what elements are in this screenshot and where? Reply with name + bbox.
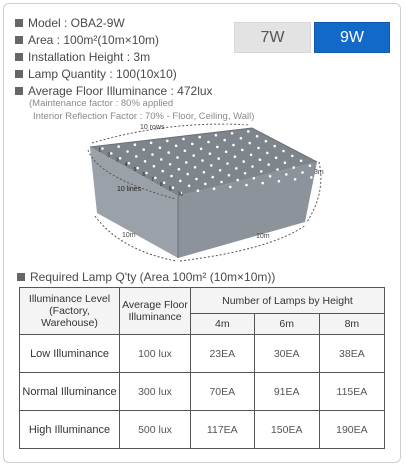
- row-value-8m: 190EA: [319, 411, 384, 449]
- lamp-dot: [273, 145, 276, 148]
- lamp-dot: [300, 160, 303, 163]
- row-lux: 100 lux: [120, 335, 191, 373]
- table-row: [20, 335, 385, 373]
- lamp-dot: [292, 166, 295, 169]
- lamp-dot: [236, 179, 239, 182]
- lamp-dot: [275, 157, 278, 160]
- row-lux: 300 lux: [120, 373, 191, 411]
- row-number: 7: [193, 127, 197, 134]
- lamp-dot: [265, 140, 268, 143]
- line-number: 5: [133, 167, 137, 174]
- lamp-dot: [309, 164, 312, 167]
- depth-label: 10m: [122, 232, 136, 239]
- lamp-dot: [210, 164, 213, 167]
- lamp-dot: [203, 171, 206, 174]
- lamp-dot: [128, 162, 131, 165]
- lamp-dot: [110, 152, 113, 155]
- lamp-dot: [136, 167, 139, 170]
- lamp-dot: [159, 146, 162, 149]
- line-number: 7: [151, 176, 154, 183]
- lamp-dot: [219, 169, 222, 172]
- lamp-quantity-table: [19, 287, 385, 449]
- row-lux: 500 lux: [120, 411, 191, 449]
- row-number: 10: [241, 121, 248, 128]
- lamp-dot: [266, 152, 269, 155]
- lamp-dot: [229, 186, 232, 189]
- table-row: [20, 373, 385, 411]
- lamp-dot: [154, 177, 157, 180]
- lamp-dot: [267, 163, 270, 166]
- lamp-dot: [269, 175, 272, 178]
- reflection-note: Interior Reflection Factor : 70% - Floor, Ceiling, Wall): [33, 111, 255, 122]
- lamp-dot: [234, 155, 237, 158]
- lamp-dot: [207, 141, 210, 144]
- row-value-4m: 117EA: [191, 411, 255, 449]
- line-number: 9: [168, 186, 172, 193]
- lamp-dot: [257, 147, 260, 150]
- row-value-8m: 115EA: [319, 373, 384, 411]
- lamp-dot: [175, 145, 178, 148]
- maintenance-note: (Maintenance factor : 80% applied: [29, 98, 174, 109]
- required-lamp-title: [17, 270, 275, 284]
- spec-average-illuminance-text: Average Floor Illuminance : 472lux: [28, 84, 213, 98]
- lamp-dot: [198, 136, 201, 139]
- row-level: High Illuminance: [20, 411, 120, 449]
- required-lamp-title-text: Required Lamp Q'ty (Area 100m² (10m×10m)): [30, 270, 276, 284]
- lamp-dot: [144, 160, 147, 163]
- rows-label: 10 rows: [140, 124, 165, 131]
- line-number: 2: [107, 152, 110, 159]
- lines-label: 10 lines: [117, 186, 142, 193]
- row-number: 5: [160, 131, 164, 138]
- lamp-dot: [326, 174, 329, 177]
- lamp-dot: [185, 161, 188, 164]
- line-number: 3: [116, 157, 119, 164]
- lamp-dot: [172, 186, 175, 189]
- height-label: 3m: [314, 169, 324, 176]
- lamp-dot: [216, 146, 219, 149]
- lamp-dot: [276, 168, 279, 171]
- height-8m-header: 8m: [319, 314, 384, 335]
- tab-9w[interactable]: 9W: [314, 22, 390, 53]
- lamp-dot: [163, 182, 166, 185]
- lamp-dot: [209, 152, 212, 155]
- lamp-dot: [215, 134, 218, 137]
- lamp-dot: [241, 149, 244, 152]
- lamp-dot: [150, 142, 153, 145]
- tab-7w[interactable]: 7W: [234, 22, 311, 53]
- lamp-dot: [223, 139, 226, 142]
- lamp-dot: [217, 157, 220, 160]
- row-value-6m: 30EA: [254, 335, 319, 373]
- lamp-dot: [134, 143, 137, 146]
- col-average-illuminance-header: [120, 288, 191, 335]
- lamp-dot: [186, 173, 189, 176]
- lamp-dot: [200, 148, 203, 151]
- lamp-dot: [285, 173, 288, 176]
- lamp-dot: [242, 160, 245, 163]
- lamp-dot: [101, 147, 104, 150]
- lamp-dot: [310, 176, 313, 179]
- table-row: [20, 411, 385, 449]
- lamp-dot: [161, 170, 164, 173]
- line-number: 6: [142, 171, 146, 178]
- row-level: Low Illuminance: [20, 335, 120, 373]
- lamp-dot: [282, 150, 285, 153]
- line-number: 1: [98, 147, 102, 154]
- row-value-4m: 23EA: [191, 335, 255, 373]
- row-number: 9: [225, 123, 229, 130]
- lamp-dot: [248, 142, 251, 145]
- lamp-dot: [167, 151, 170, 154]
- lamp-dot: [301, 171, 304, 174]
- bullet-square-icon: [17, 273, 25, 281]
- lamp-dot: [169, 163, 172, 166]
- spec-area-text: Area : 100m²(10m×10m): [28, 33, 160, 47]
- lamp-dot: [250, 154, 253, 157]
- row-value-4m: 70EA: [191, 373, 255, 411]
- lamp-dot: [256, 135, 259, 138]
- lamp-dot: [232, 144, 235, 147]
- lamp-dot: [261, 182, 264, 185]
- lamp-dot: [259, 158, 262, 161]
- lamps-by-height-header: Number of Lamps by Height: [191, 288, 385, 314]
- lamp-dot: [225, 151, 228, 154]
- lamp-dot: [201, 159, 204, 162]
- row-number: 4: [144, 133, 148, 140]
- line-number: 10: [177, 191, 184, 198]
- lamp-dot: [204, 183, 207, 186]
- lamp-dot: [213, 188, 216, 191]
- lamp-dot: [182, 138, 185, 141]
- lamp-dot: [195, 178, 198, 181]
- col2-header-line1: Average Floor: [122, 299, 188, 311]
- lamp-dot: [151, 153, 154, 156]
- col1-header-line2: (Factory, Warehouse): [41, 305, 98, 329]
- lamp-dot: [153, 165, 156, 168]
- lamp-dot: [126, 150, 129, 153]
- lamp-dot: [240, 137, 243, 140]
- lamp-dot: [160, 158, 163, 161]
- lamp-dot: [260, 170, 263, 173]
- lamp-dot: [142, 148, 145, 151]
- lamp-dot: [119, 157, 122, 160]
- lamp-dot: [170, 175, 173, 178]
- lamp-dot: [244, 172, 247, 175]
- row-number: 6: [177, 129, 180, 136]
- spec-model-text: Model : OBA2-9W: [28, 16, 125, 30]
- lamp-dot: [251, 165, 254, 168]
- table-header-row: [20, 288, 385, 314]
- lamp-dot: [117, 145, 120, 148]
- lamp-dot: [179, 180, 182, 183]
- lamp-dot: [192, 154, 195, 157]
- row-level: Normal Illuminance: [20, 373, 120, 411]
- line-number: 8: [160, 181, 163, 188]
- lamp-dot: [135, 155, 138, 158]
- lamp-dot: [253, 177, 256, 180]
- lamp-dot: [197, 189, 200, 192]
- row-value-6m: 91EA: [254, 373, 319, 411]
- lamp-dot: [220, 181, 223, 184]
- col2-header-line2: Illuminance: [128, 311, 182, 323]
- row-value-6m: 150EA: [254, 411, 319, 449]
- lamp-dot: [245, 184, 248, 187]
- lamp-dot: [235, 167, 238, 170]
- lamp-dot: [278, 180, 281, 183]
- lamp-dot: [284, 161, 287, 164]
- lamp-dot: [211, 176, 214, 179]
- lamp-dot: [166, 140, 169, 143]
- lamp-dot: [184, 149, 187, 152]
- row-number: 3: [128, 135, 132, 142]
- lamp-dot: [194, 166, 197, 169]
- col-illuminance-level-header: [20, 288, 120, 335]
- col1-header-line1: Illuminance Level: [28, 293, 111, 305]
- lamp-dot: [176, 156, 179, 159]
- lamp-dot: [188, 185, 191, 188]
- row-value-8m: 38EA: [319, 335, 384, 373]
- height-4m-header: 4m: [191, 314, 255, 335]
- row-number: 1: [96, 139, 99, 146]
- lamp-dot: [291, 155, 294, 158]
- row-number: 2: [112, 137, 116, 144]
- row-number: 8: [209, 125, 213, 132]
- lamp-dot: [191, 143, 194, 146]
- lamp-dot: [247, 130, 250, 133]
- height-6m-header: 6m: [254, 314, 319, 335]
- width-label: 10m: [256, 233, 270, 240]
- lamp-dot: [294, 178, 297, 181]
- lamp-dot: [178, 168, 181, 171]
- lamp-dot: [145, 172, 148, 175]
- lamp-dot: [226, 162, 229, 165]
- spec-installation-height-text: Installation Height : 3m: [28, 50, 151, 64]
- line-number: 4: [124, 162, 128, 169]
- lamp-dot: [231, 132, 234, 135]
- spec-lamp-quantity-text: Lamp Quantity : 100(10x10): [28, 67, 177, 81]
- lamp-dot: [228, 174, 231, 177]
